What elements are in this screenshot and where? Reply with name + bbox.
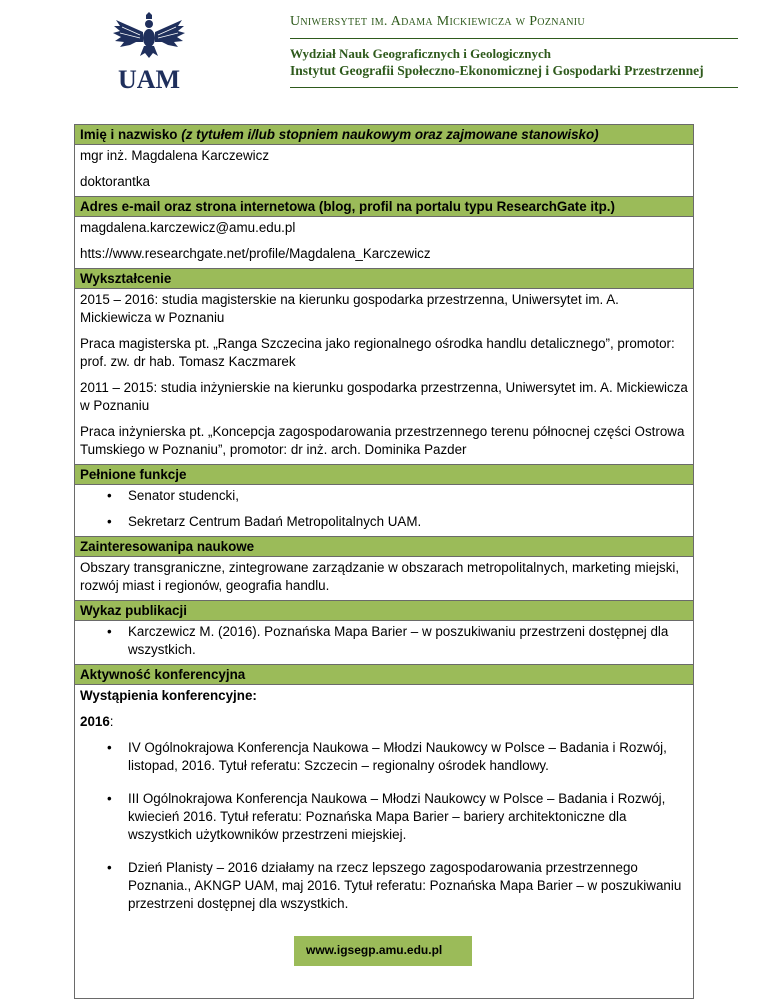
section-body-education: [75, 289, 693, 465]
faculty-name: Wydział Nauk Geograficznych i Geologicznych: [290, 46, 551, 61]
heading-label: Imię i nazwisko: [80, 127, 178, 142]
heading-note: (z tytułem i/lub stopniem naukowym oraz zajmowane stanowisko): [181, 127, 599, 142]
section-heading-conferences: Aktywność konferencyjna: [75, 665, 693, 685]
conference-year: [80, 713, 688, 731]
logo-text: UAM: [117, 65, 181, 94]
section-heading-functions: Pełnione funkcje: [75, 465, 693, 485]
education-entry: Praca inżynierska pt. „Koncepcja zagospodarowania przestrzennego terenu północnej części Ostrowa Tumskiego w Poznaniu”, promotor: dr inż. arch. Dominika Pazder: [80, 424, 685, 457]
list-item: • Karczewicz M. (2016). Poznańska Mapa Barier – w poszukiwaniu przestrzeni dostępnej dla wszystkich.: [128, 623, 688, 659]
section-body-name: [75, 145, 693, 197]
functions-list: [80, 487, 688, 531]
conference-subheading: Wystąpienia konferencyjne:: [80, 688, 257, 703]
list-item: • Senator studencki,: [128, 487, 688, 505]
list-item: • III Ogólnokrajowa Konferencja Naukowa – Młodzi Naukowcy w Polsce – Badania i Rozwój, kwiecień 2016. Tytuł referatu: Poznańska Mapa Barier – bariery architektoniczne dla wszystkich użytkowników przestrzeni miejskiej.: [128, 790, 688, 844]
website-url: htts://www.researchgate.net/profile/Magdalena_Karczewicz: [80, 246, 431, 261]
section-heading-education: Wykształcenie: [75, 269, 693, 289]
list-item: • Dzień Planisty – 2016 działamy na rzecz lepszego zagospodarowania przestrzennego Poznania., AKNGP UAM, maj 2016. Tytuł referatu: Poznańska Mapa Barier – w poszukiwaniu przestrzeni dostępnej dla wszystkich.: [128, 859, 688, 913]
position: doktorantka: [80, 174, 150, 189]
list-item: • IV Ogólnokrajowa Konferencja Naukowa – Młodzi Naukowcy w Polsce – Badania i Rozwój, listopad, 2016. Tytuł referatu: Szczecin – regionalny ośrodek handlowy.: [128, 739, 688, 775]
education-entry: Praca magisterska pt. „Ranga Szczecina jako regionalnego ośrodka handlu detalicznego”, promotor: prof. zw. dr hab. Tomasz Kaczmarek: [80, 336, 675, 369]
section-body-functions: [75, 485, 693, 537]
interests-text: Obszary transgraniczne, zintegrowane zarządzanie w obszarach metropolitalnych, marketing miejski, rozwój miast i regionów, geografia handlu.: [80, 560, 680, 593]
page-header: [0, 0, 768, 110]
education-entry: 2015 – 2016: studia magisterskie na kierunku gospodarka przestrzenna, Uniwersytet im. A. Mickiewicza w Poznaniu: [80, 292, 619, 325]
university-name: Uniwersytet im. Adama Mickiewicza w Poznaniu: [290, 14, 585, 29]
email-address: magdalena.karczewicz@amu.edu.pl: [80, 220, 296, 235]
footer-url: www.igsegp.amu.edu.pl: [294, 936, 472, 966]
education-entry: 2011 – 2015: studia inżynierskie na kierunku gospodarka przestrzenna, Uniwersytet im. A. Mickiewicza w Poznaniu: [80, 380, 688, 413]
publications-list: [80, 623, 688, 659]
cv-table: [74, 124, 694, 999]
section-heading-name: [75, 125, 693, 145]
year-label: 2016: [80, 714, 110, 729]
full-name: mgr inż. Magdalena Karczewicz: [80, 148, 270, 163]
list-item: • Sekretarz Centrum Badań Metropolitalnych UAM.: [128, 513, 688, 531]
section-body-publications: [75, 621, 693, 665]
institute-name: Instytut Geografii Społeczno-Ekonomicznej i Gospodarki Przestrzennej: [290, 63, 704, 78]
section-heading-publications: Wykaz publikacji: [75, 601, 693, 621]
section-body-interests: [75, 557, 693, 601]
header-divider-bottom: [290, 87, 738, 88]
section-body-contact: [75, 217, 693, 269]
uam-eagle-logo-icon: [106, 12, 192, 94]
section-heading-interests: Zainteresowanipa naukowe: [75, 537, 693, 557]
header-divider: [290, 38, 738, 39]
section-heading-contact: Adres e-mail oraz strona internetowa (blog, profil na portalu typu ResearchGate itp.): [75, 197, 693, 217]
conferences-list: [80, 739, 688, 913]
year-suffix: :: [109, 714, 114, 729]
